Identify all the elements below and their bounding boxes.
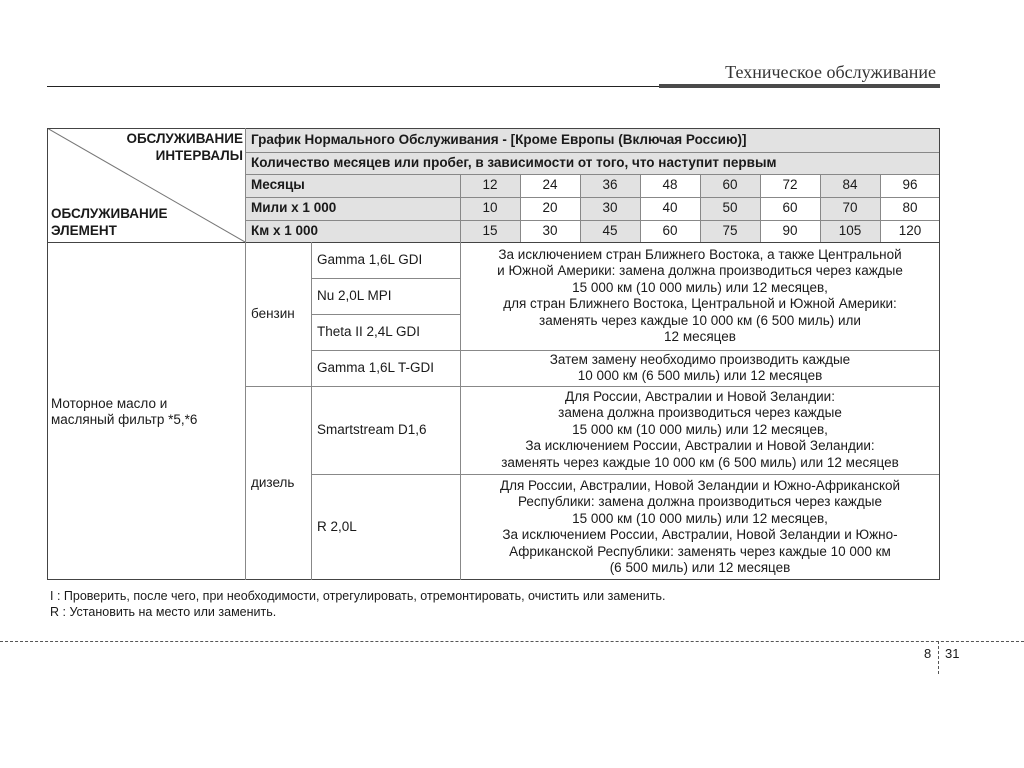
months-value: 12	[460, 174, 520, 197]
months-value: 36	[580, 174, 640, 197]
months-value: 72	[782, 177, 798, 193]
km-value: 120	[898, 222, 922, 238]
table-rule	[311, 242, 312, 580]
engine-theta-gdi: Theta II 2,4L GDI	[317, 323, 421, 339]
engine-nu-mpi: Nu 2,0L MPI	[317, 287, 392, 303]
km-value: 105	[820, 220, 880, 242]
table-rule	[245, 128, 246, 580]
months-value: 24	[542, 177, 558, 193]
miles-value: 50	[700, 197, 760, 220]
table-rule	[47, 242, 940, 243]
table-rule	[580, 174, 581, 242]
table-rule	[640, 174, 641, 242]
interval-desc-smartstream: Для России, Австралии и Новой Зеландии: замена должна производиться через каждые 15 000 км (10 000 миль) или 12 месяцев, За исключением России, Австралии и Новой Зеландии: заменять через каждые 10 000 км (6 500 миль) или 12 месяцев	[501, 388, 899, 470]
row-label-months: Месяцы	[245, 174, 460, 197]
table-rule	[245, 152, 940, 153]
header-rule-accent	[659, 84, 940, 88]
months-value: 96	[902, 177, 918, 193]
table-rule	[311, 278, 460, 279]
table-rule	[520, 174, 521, 242]
months-value: 60	[700, 174, 760, 197]
table-border-bottom	[47, 579, 940, 580]
table-rule	[700, 174, 701, 242]
table-rule	[245, 220, 940, 221]
engine-r20: R 2,0L	[317, 518, 357, 534]
months-value: 48	[662, 177, 678, 193]
fuel-type-petrol: бензин	[251, 305, 295, 321]
km-value: 90	[782, 222, 798, 238]
interval-desc-tgdi: Затем замену необходимо производить каждые 10 000 км (6 500 миль) или 12 месяцев	[549, 351, 851, 383]
row-label-miles: Мили x 1 000	[245, 197, 460, 220]
legend-replace: R : Установить на место или заменить.	[50, 605, 277, 619]
km-value: 60	[662, 222, 678, 238]
table-legend	[50, 588, 665, 620]
table-rule	[820, 174, 821, 242]
corner-label-element: ОБСЛУЖИВАНИЕ ЭЛЕМЕНТ	[51, 206, 168, 238]
km-value: 15	[460, 220, 520, 242]
row-label-km: Км x 1 000	[245, 220, 460, 242]
table-border-top	[47, 128, 940, 129]
miles-value: 30	[580, 197, 640, 220]
corner-label-intervals: ОБСЛУЖИВАНИЕ ИНТЕРВАЛЫ	[126, 131, 243, 163]
table-corner-header	[47, 128, 245, 241]
footer-rule	[0, 641, 1024, 642]
interval-desc-petrol: За исключением стран Ближнего Востока, а также Центральной и Южной Америки: замена должна производиться через каждые 15 000 км (10 000 миль) или 12 месяцев, для стран Ближнего Востока, Центральной и Южной Америки: заменять через каждые 10 000 км (6 500 миль) или 12 месяцев	[497, 246, 903, 344]
interval-desc-r20: Для России, Австралии, Новой Зеландии и Южно-Африканской Республики: замена должна производиться через каждые 15 000 км (10 000 миль) или 12 месяцев, За исключением России, Австралии, Новой Зеландии и Южно- Африканской Республики: заменять через каждые 10 000 км (6 500 миль) или 12 месяцев	[499, 477, 901, 575]
schedule-subtitle: Количество месяцев или пробег, в зависимости от того, что наступит первым	[245, 152, 940, 174]
miles-value: 20	[542, 200, 558, 216]
table-rule	[311, 474, 940, 475]
table-rule	[760, 174, 761, 242]
months-value: 84	[820, 174, 880, 197]
miles-value: 70	[820, 197, 880, 220]
table-border-left	[47, 128, 48, 580]
table-border-right	[939, 128, 940, 580]
engine-gamma-tgdi: Gamma 1,6L T-GDI	[317, 359, 435, 375]
miles-value: 80	[902, 200, 918, 216]
table-rule	[245, 174, 940, 175]
service-item-label: Моторное масло и масляный фильтр *5,*6	[51, 395, 198, 427]
miles-value: 40	[662, 200, 678, 216]
page-header-title: Техническое обслуживание	[725, 62, 936, 82]
fuel-type-diesel: дизель	[251, 474, 295, 490]
table-rule	[245, 197, 940, 198]
engine-gamma-gdi: Gamma 1,6L GDI	[317, 251, 423, 267]
table-rule	[311, 314, 460, 315]
miles-value: 60	[782, 200, 798, 216]
legend-inspect: I : Проверить, после чего, при необходимости, отрегулировать, отремонтировать, очистить или заменить.	[50, 589, 666, 603]
miles-value: 10	[460, 197, 520, 220]
page-number: 31	[945, 646, 960, 661]
km-value: 75	[700, 220, 760, 242]
km-value: 45	[580, 220, 640, 242]
table-rule	[245, 386, 940, 387]
engine-smartstream: Smartstream D1,6	[317, 421, 427, 437]
km-value: 30	[542, 222, 558, 238]
page-number-divider	[938, 641, 939, 674]
table-rule	[460, 174, 461, 580]
chapter-number: 8	[924, 646, 932, 661]
header-rule	[47, 86, 659, 87]
table-rule	[880, 174, 881, 242]
maintenance-schedule-table	[47, 128, 940, 580]
table-rule	[311, 350, 940, 351]
schedule-title: График Нормального Обслуживания - [Кроме Европы (Включая Россию)]	[245, 128, 940, 152]
